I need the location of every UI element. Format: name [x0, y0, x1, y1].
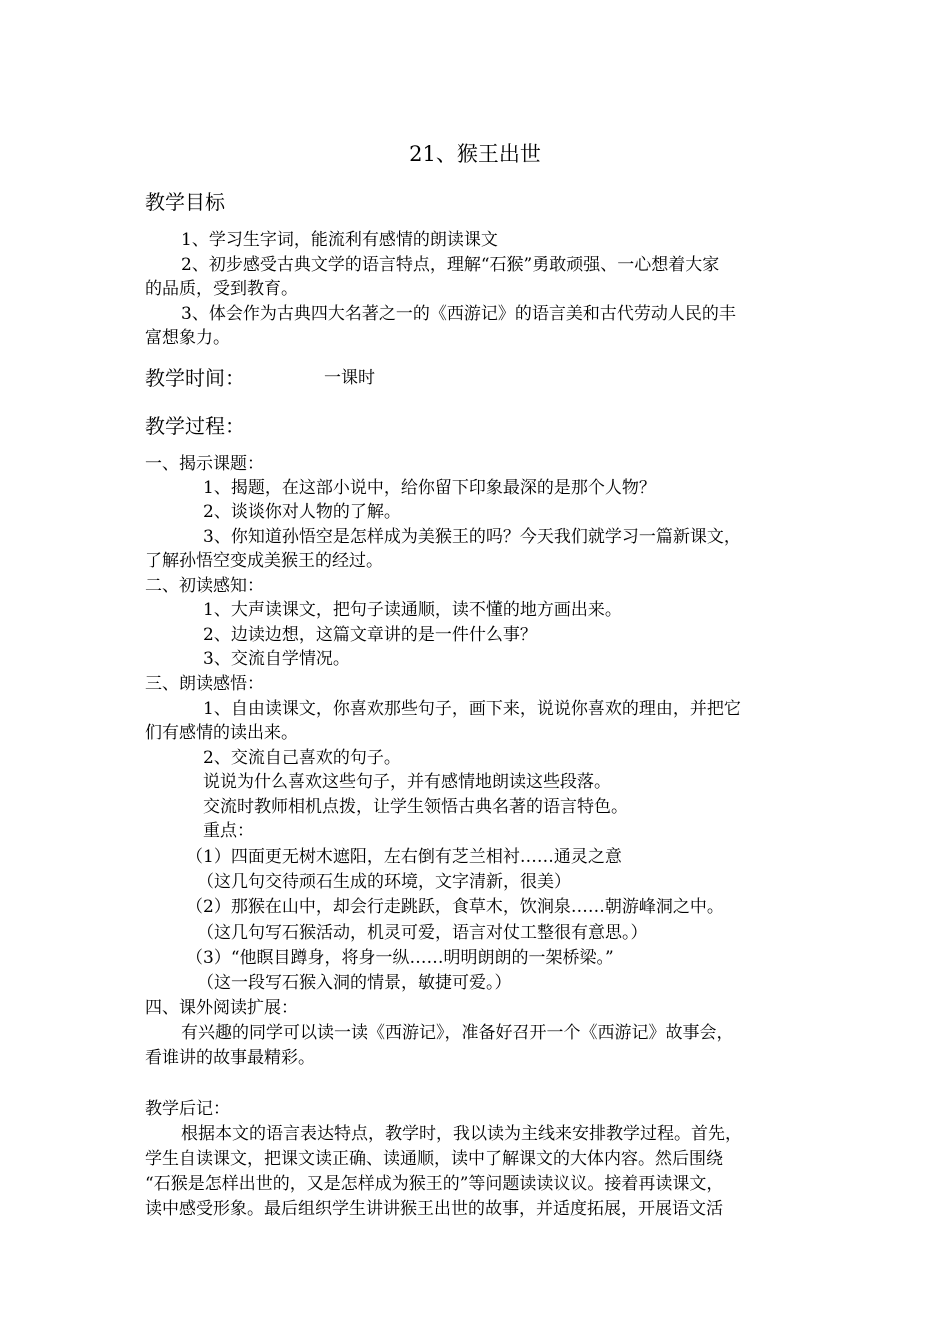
objective-line: 富想象力。 [145, 328, 230, 348]
process-line: 重点： [203, 821, 254, 841]
process-line: （3）“他瞑目蹲身，将身一纵……明明朗朗的一架桥梁。” [186, 948, 614, 968]
process-line: 说说为什么喜欢这些句子，并有感情地朗读这些段落。 [203, 772, 611, 792]
postscript-line: 根据本文的语言表达特点，教学时，我以读为主线来安排教学过程。首先， [181, 1124, 742, 1144]
process-line: 有兴趣的同学可以读一读《西游记》，准备好召开一个《西游记》故事会， [181, 1023, 734, 1043]
postscript-line: 学生自读课文，把课文读正确、读通顺，读中了解课文的大体内容。然后围绕 [145, 1149, 723, 1169]
postscript-line: 读中感受形象。最后组织学生讲讲猴王出世的故事，并适度拓展，开展语文活 [145, 1199, 723, 1219]
process-line: 3、你知道孙悟空是怎样成为美猴王的吗？今天我们就学习一篇新课文， [203, 527, 741, 547]
objectives-heading: 教学目标 [145, 190, 225, 214]
postscript-heading: 教学后记： [145, 1099, 230, 1119]
process-line: （这几句交待顽石生成的环境，文字清新，很美） [197, 872, 571, 892]
process-line: 1、揭题，在这部小说中，给你留下印象最深的是那个人物？ [203, 478, 656, 498]
page-title: 21、猴王出世 [409, 142, 541, 166]
process-line: 3、交流自学情况。 [203, 649, 350, 669]
process-line: 了解孙悟空变成美猴王的经过。 [145, 551, 383, 571]
process-line: 看谁讲的故事最精彩。 [145, 1048, 315, 1068]
process-line: 四、课外阅读扩展： [145, 998, 298, 1018]
objective-line: 2、初步感受古典文学的语言特点，理解“石猴”勇敢顽强、一心想着大家 [181, 255, 720, 275]
process-line: （这一段写石猴入洞的情景，敏捷可爱。） [197, 973, 512, 993]
process-line: 2、交流自己喜欢的句子。 [203, 748, 401, 768]
process-line: （2）那猴在山中，却会行走跳跃，食草木，饮涧泉……朝游峰洞之中。 [186, 897, 724, 917]
process-line: 二、初读感知： [145, 576, 264, 596]
process-line: （这几句写石猴活动，机灵可爱，语言对仗工整很有意思。） [197, 923, 648, 943]
process-line: 交流时教师相机点拨，让学生领悟古典名著的语言特色。 [203, 797, 628, 817]
postscript-line: “石猴是怎样出世的，又是怎样成为猴王的”等问题读读议议。接着再读课文， [145, 1174, 724, 1194]
process-line: 1、大声读课文，把句子读通顺，读不懂的地方画出来。 [203, 600, 622, 620]
process-line: 2、边读边想，这篇文章讲的是一件什么事？ [203, 625, 537, 645]
time-value: 一课时 [324, 368, 375, 388]
process-line: 2、谈谈你对人物的了解。 [203, 502, 401, 522]
process-line: （1）四面更无树木遮阳，左右倒有芝兰相衬……通灵之意 [186, 847, 622, 867]
objective-line: 的品质，受到教育。 [145, 279, 298, 299]
time-heading: 教学时间： [145, 366, 245, 390]
objective-line: 1、学习生字词，能流利有感情的朗读课文 [181, 230, 498, 250]
process-line: 1、自由读课文，你喜欢那些句子，画下来，说说你喜欢的理由，并把它 [203, 699, 741, 719]
process-line: 一、揭示课题： [145, 454, 264, 474]
process-heading: 教学过程： [145, 414, 245, 438]
process-line: 三、朗读感悟： [145, 674, 264, 694]
objective-line: 3、体会作为古典四大名著之一的《西游记》的语言美和古代劳动人民的丰 [181, 304, 736, 324]
process-line: 们有感情的读出来。 [145, 723, 298, 743]
